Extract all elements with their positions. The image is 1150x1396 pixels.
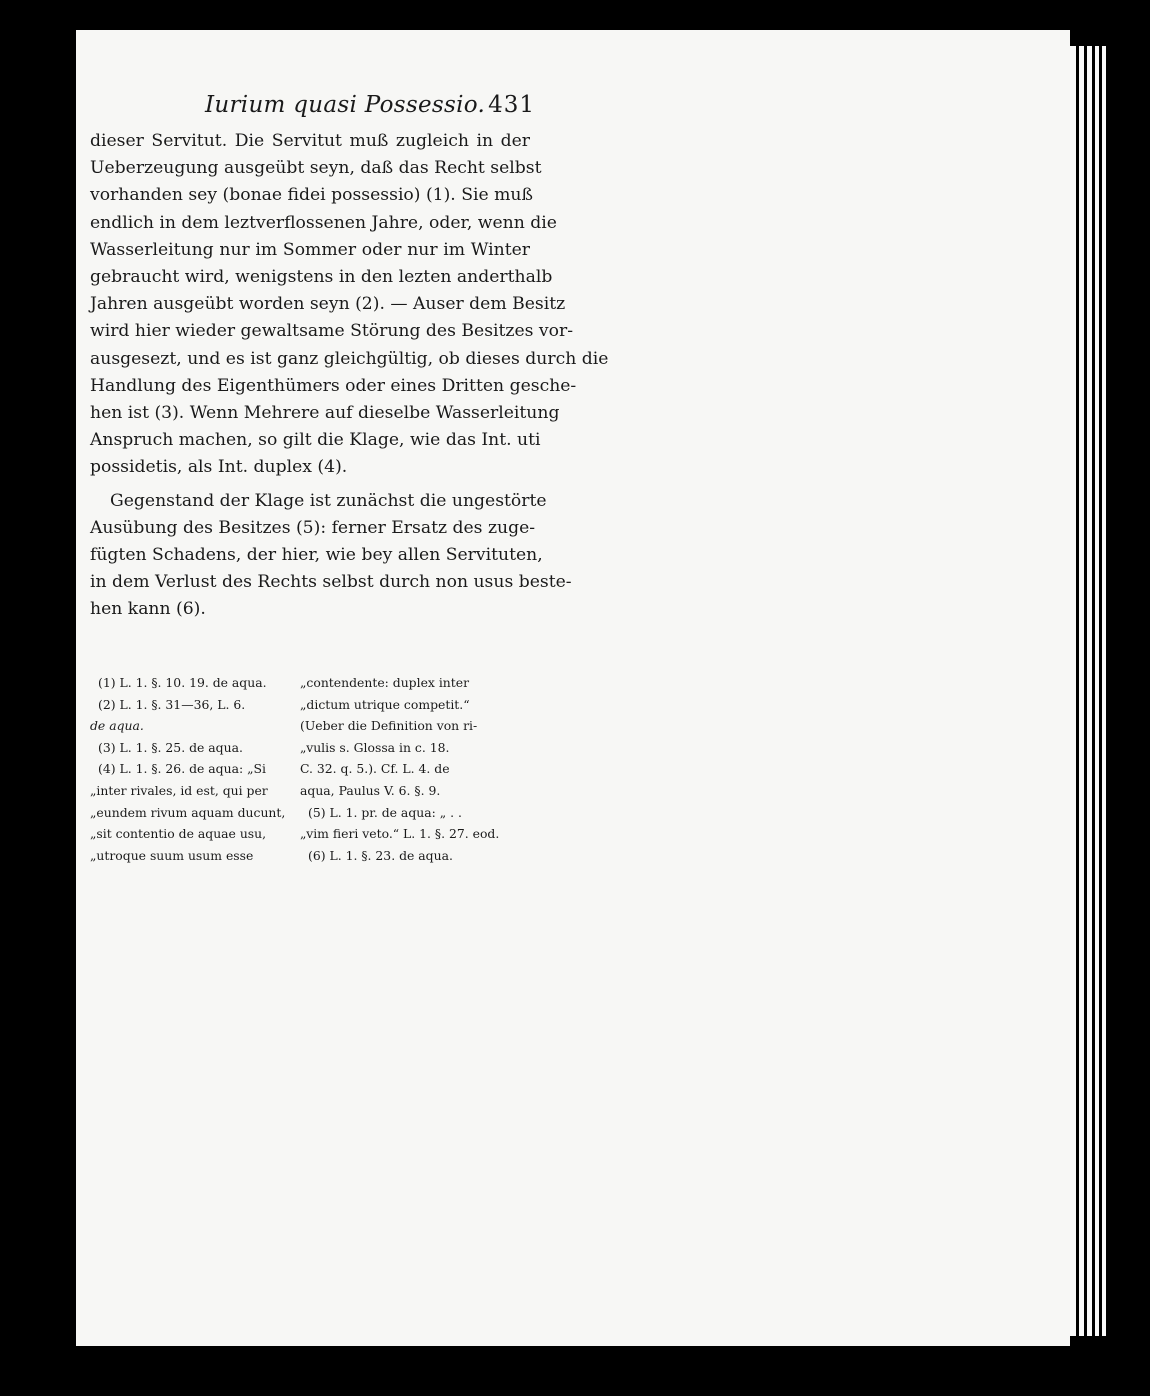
footnote-line: C. 32. q. 5.). Cf. L. 4. de [300, 761, 450, 777]
footnote-line: (6) L. 1. §. 23. de aqua. [308, 847, 453, 863]
text-line: in dem Verlust des Rechts selbst durch non usus beste- [90, 572, 572, 593]
footnote-line: „vulis s. Glossa in c. 18. [300, 739, 450, 755]
footnote-line: „contendente: duplex inter [300, 675, 470, 690]
footnote-line: (3) L. 1. §. 25. de aqua. [98, 739, 243, 755]
text-line: hen kann (6). [90, 599, 206, 620]
footnote-line: „vim fieri veto.“ L. 1. §. 27. eod. [300, 826, 500, 842]
footnote-line: aqua, Paulus V. 6. §. 9. [300, 782, 441, 798]
text-line: Handlung des Eigenthümers oder eines Dritten gesche- [90, 375, 577, 396]
footnote-line: „dictum utrique competit.“ [300, 696, 470, 712]
footnote-line: (4) L. 1. §. 26. de aqua: „Si [98, 761, 266, 777]
text-line: Jahren ausgeübt worden seyn (2). — Auser dem Besitz [90, 294, 566, 315]
text-line: Ausübung des Besitzes (5): ferner Ersatz des zuge- [90, 517, 536, 538]
footnote-line: „sit contentio de aquae usu, [90, 826, 267, 842]
text-line: wird hier wieder gewaltsame Störung des Besitzes vor- [90, 321, 574, 342]
text-line: Gegenstand der Klage ist zunächst die ungestörte [110, 490, 547, 511]
running-title: Iurium quasi Possessio. [205, 92, 486, 118]
text-line: dieser Servitut. Die Servitut muß zugleich in der [90, 131, 530, 151]
footnote-line: (5) L. 1. pr. de aqua: „ . . [308, 804, 462, 820]
footnote-line: „eundem rivum aquam ducunt, [90, 804, 286, 820]
text-line: Anspruch machen, so gilt die Klage, wie das Int. uti [90, 430, 541, 451]
footnote-line: „utroque suum usum esse [90, 847, 254, 863]
text-line: vorhanden sey (bonae fidei possessio) (1). Sie muß [90, 185, 533, 206]
footnote-line: (Ueber die Definition von ri- [300, 718, 478, 734]
text-line: endlich in dem leztverflossenen Jahre, oder, wenn die [90, 212, 557, 233]
footnote-line: (2) L. 1. §. 31—36, L. 6. [98, 696, 246, 712]
text-line: fügten Schadens, der hier, wie bey allen Servituten, [90, 545, 543, 566]
footnotes-right-column [300, 672, 516, 866]
text-line: gebraucht wird, wenigstens in den lezten anderthalb [90, 267, 553, 288]
text-line: Ueberzeugung ausgeübt seyn, daß das Recht selbst [90, 158, 542, 179]
text-line: Wasserleitung nur im Sommer oder nur im Winter [90, 239, 530, 260]
text-line: hen ist (3). Wenn Mehrere auf dieselbe Wasserleitung [90, 403, 560, 424]
text-line: ausgesezt, und es ist ganz gleichgültig, ob dieses durch die [90, 348, 609, 369]
footnote-line: de aqua. [90, 718, 144, 734]
footnotes-left-column [90, 672, 290, 866]
page-number: 431 [488, 92, 535, 118]
footnote-line: „inter rivales, id est, qui per [90, 782, 268, 798]
text-line: possidetis, als Int. duplex (4). [90, 457, 348, 478]
footnote-line: (1) L. 1. §. 10. 19. de aqua. [98, 675, 267, 690]
page-edges [1070, 46, 1110, 1336]
main-text [90, 128, 609, 624]
page-header [205, 92, 535, 128]
